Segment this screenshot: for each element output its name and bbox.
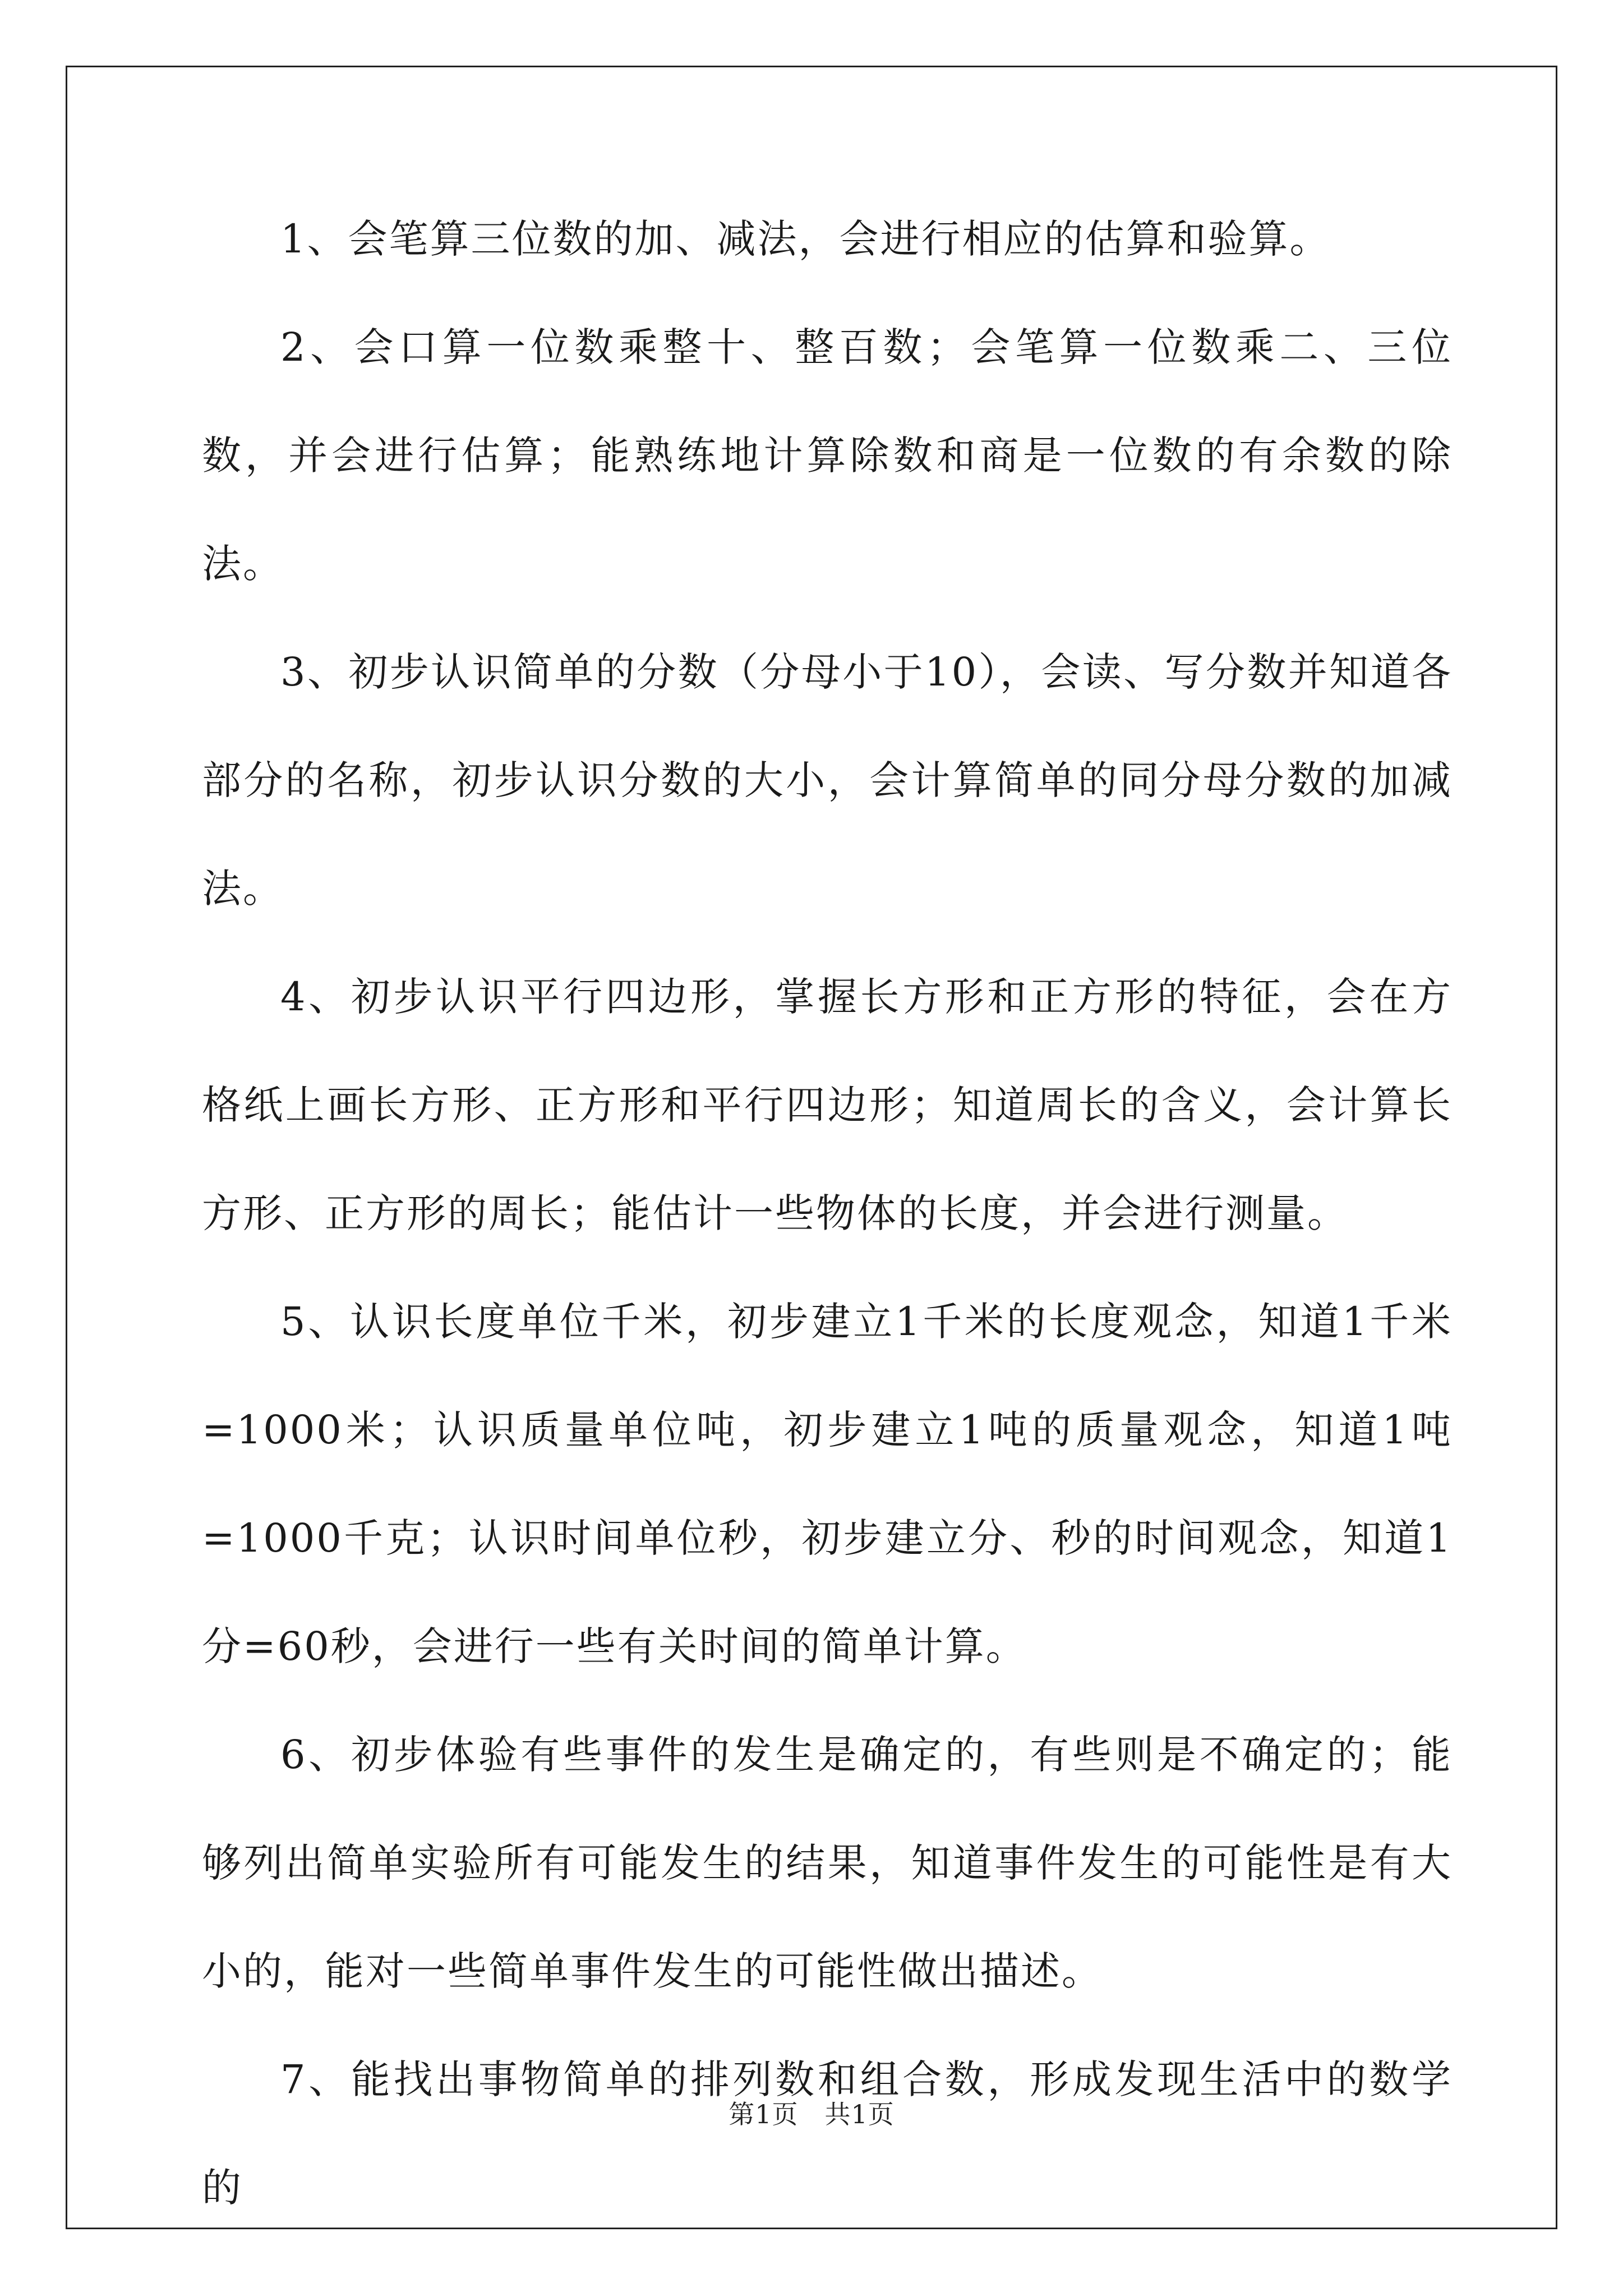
paragraph-5: 5、认识长度单位千米，初步建立1千米的长度观念，知道1千米=1000米；认识质量单位吨，初步建立1吨的质量观念，知道1吨=1000千克；认识时间单位秒，初步建立分、秒的时间观念，知道1分=60秒，会进行一些有关时间的简单计算。 [202,1299,1453,1669]
paragraph-4: 4、初步认识平行四边形，掌握长方形和正方形的特征，会在方格纸上画长方形、正方形和平行四边形；知道周长的含义，会计算长方形、正方形的周长；能估计一些物体的长度，并会进行测量。 [202,974,1453,1236]
paragraph-1: 1、会笔算三位数的加、减法，会进行相应的估算和验算。 [280,216,1331,262]
paragraph-7: 7、能找出事物简单的排列数和组合数，形成发现生活中的数学的 [202,2056,1453,2211]
paragraph-2: 2、会口算一位数乘整十、整百数；会笔算一位数乘二、三位数，并会进行估算；能熟练地计算除数和商是一位数的有余数的除法。 [202,324,1453,587]
paragraph-3: 3、初步认识简单的分数（分母小于10），会读、写分数并知道各部分的名称，初步认识分数的大小，会计算简单的同分母分数的加减法。 [202,649,1453,912]
paragraph-6: 6、初步体验有些事件的发生是确定的，有些则是不确定的；能够列出简单实验所有可能发生的结果，知道事件发生的可能性是有大小的，能对一些简单事件发生的可能性做出描述。 [202,1732,1453,1994]
page-number: 第1页 共1页 [728,2099,895,2129]
document-body [202,185,1453,2242]
